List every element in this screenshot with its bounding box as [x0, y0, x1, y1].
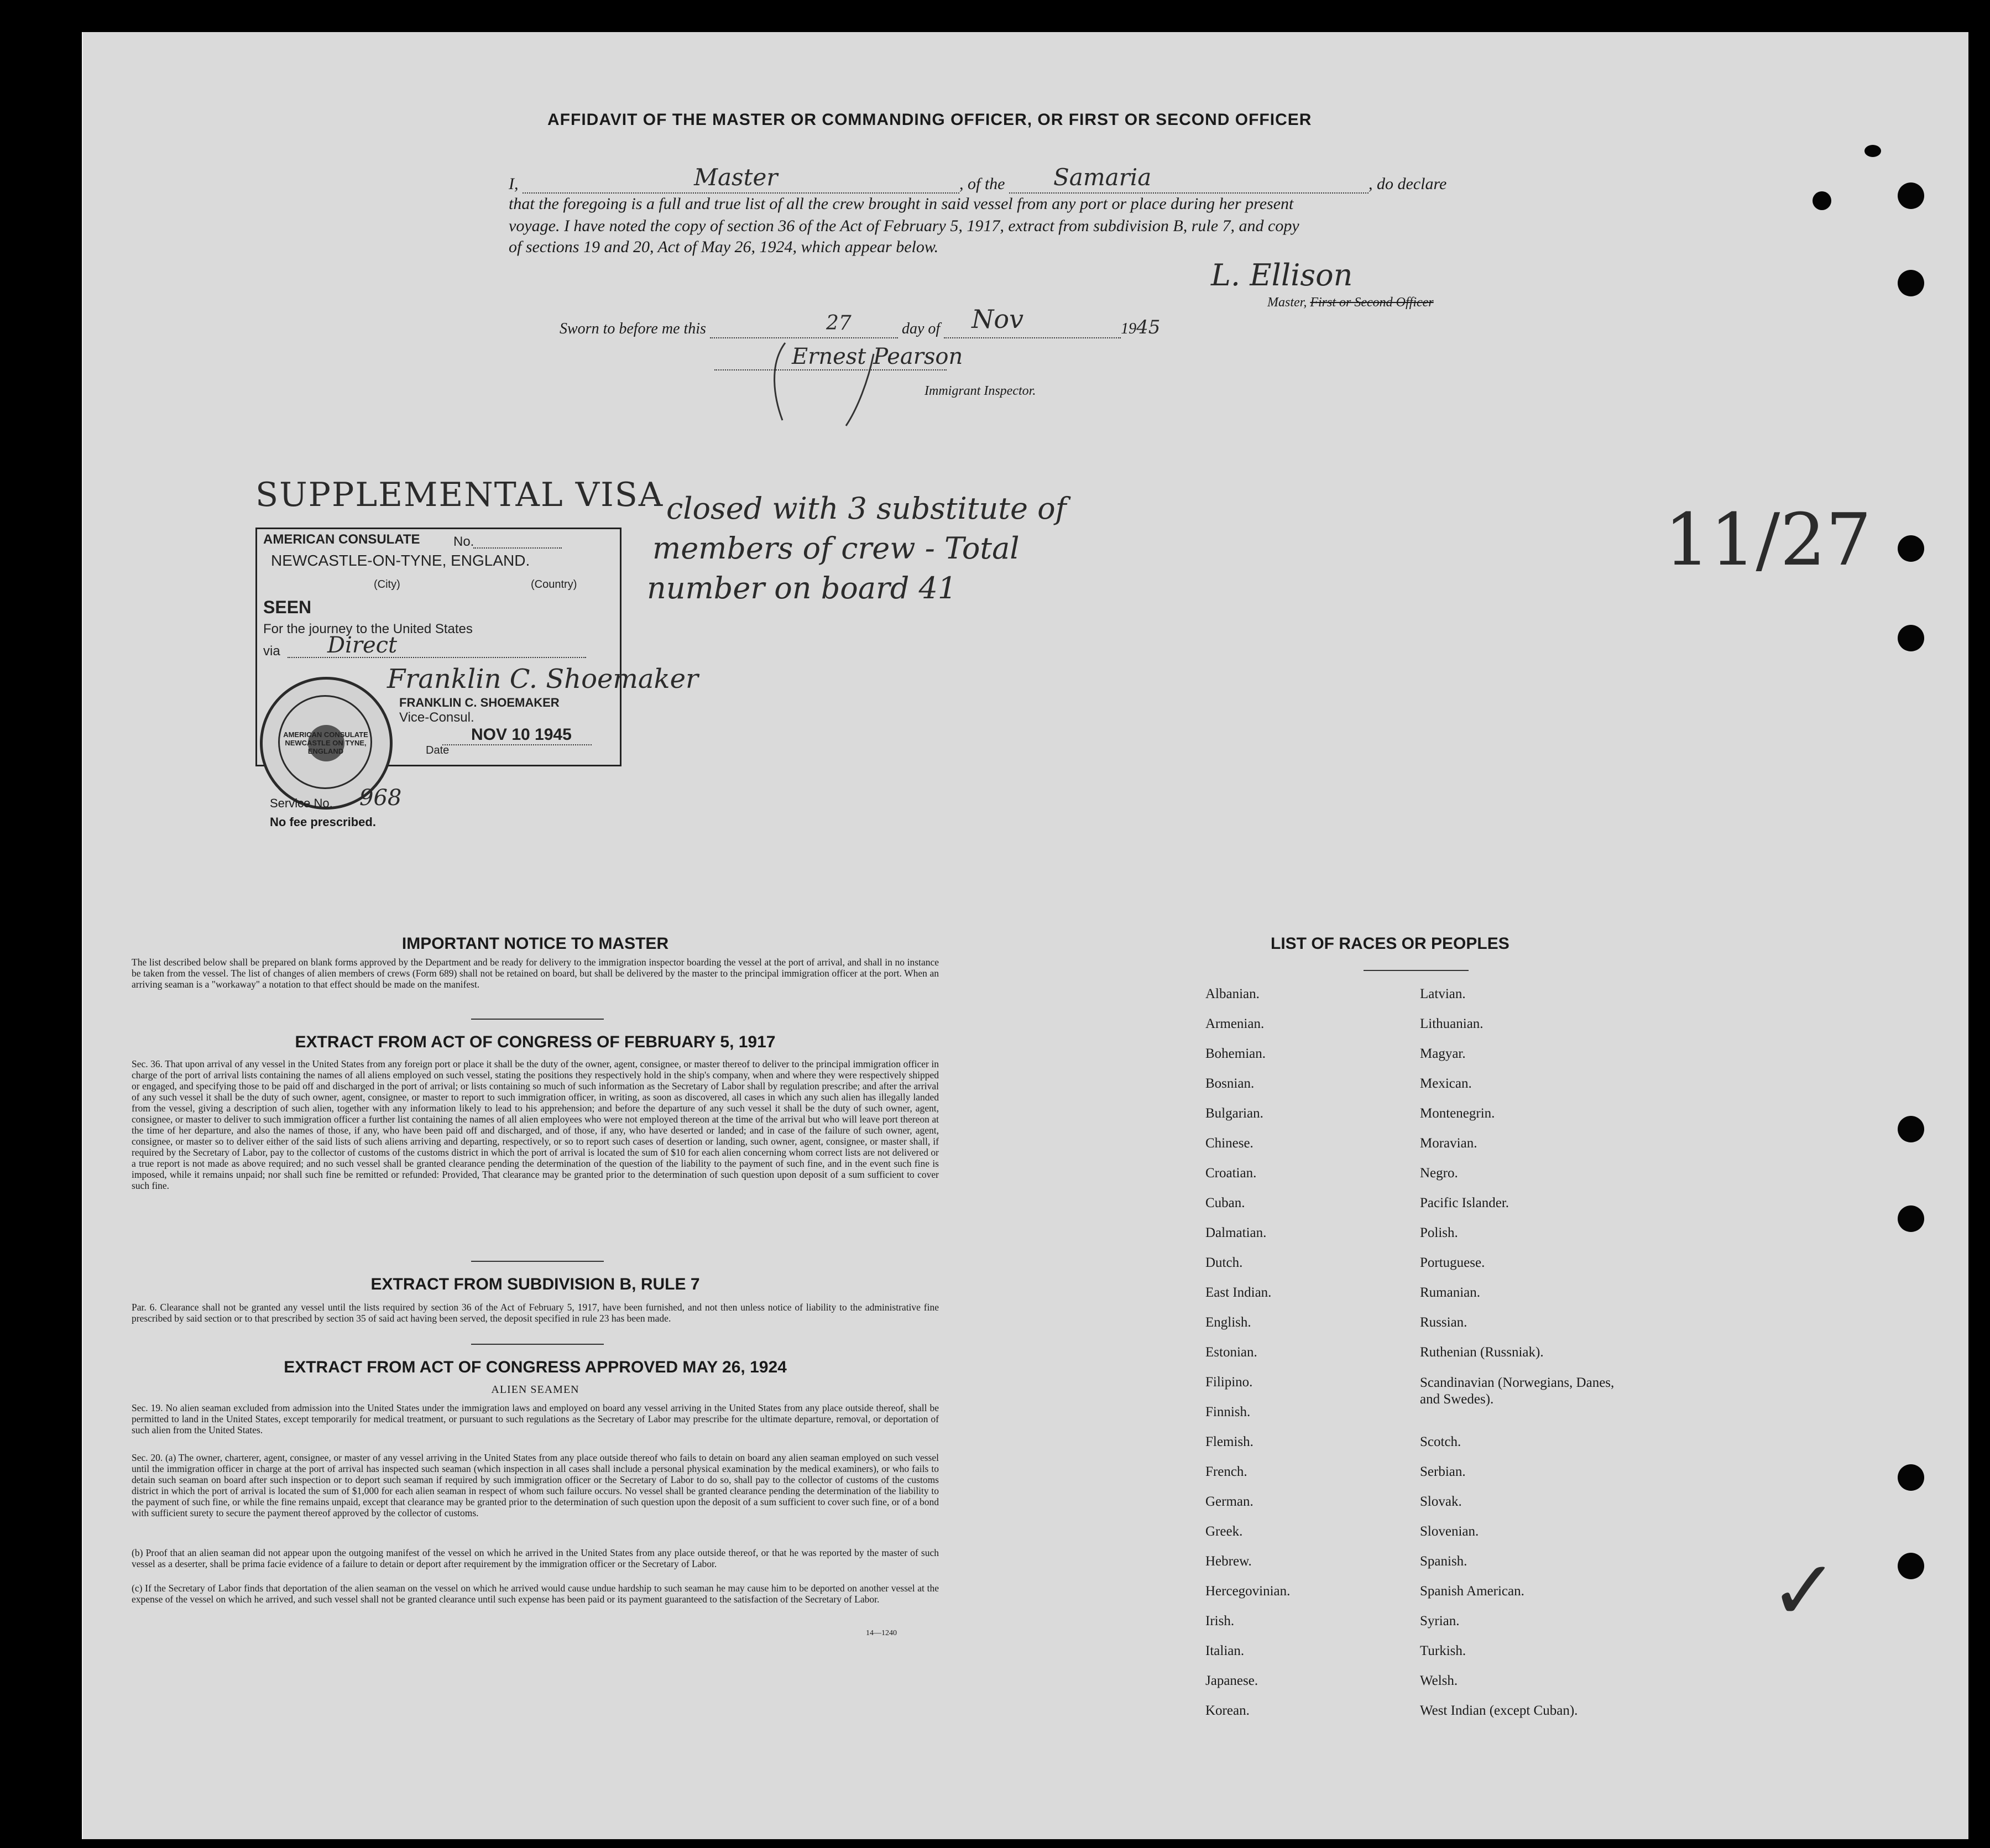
stamp-no-label: No. — [453, 534, 474, 549]
race-item: Slovenian. — [1420, 1524, 1479, 1539]
race-item: Dalmatian. — [1205, 1225, 1267, 1240]
notice-body: The list described below shall be prepared on blank forms approved by the Department and be ready for delivery to the immigration inspector boarding the vessel at the port of arrival, and shall in no instance be taken from the vessel. The list of changes of alien members of crews (Form 689) shall not be retained on board, but shall be delivered by the master to the principal immigration officer at the port. When an arriving seaman is a "workaway" a notation to that effect should be made on the manifest. — [132, 957, 939, 990]
seal-text: AMERICAN CONSULATE NEWCASTLE ON TYNE, ENGLAND — [283, 730, 368, 755]
line1-suffix: , do declare — [1369, 175, 1447, 193]
line1-prefix: I, — [509, 175, 519, 193]
race-item: Pacific Islander. — [1420, 1196, 1510, 1210]
race-item: Scotch. — [1420, 1434, 1461, 1449]
extract3-subtitle: ALIEN SEAMEN — [491, 1384, 579, 1396]
race-item: Croatian. — [1205, 1166, 1257, 1181]
race-item: English. — [1205, 1315, 1251, 1330]
race-item: Latvian. — [1420, 986, 1466, 1001]
divider — [471, 1261, 604, 1262]
race-item: Moravian. — [1420, 1136, 1477, 1151]
fee-text: No fee prescribed. — [270, 815, 376, 829]
race-item: Serbian. — [1420, 1464, 1466, 1479]
race-item: Dutch. — [1205, 1255, 1243, 1270]
stamp-journey: For the journey to the United States — [263, 622, 473, 636]
master-label: Master, — [1267, 295, 1307, 310]
master-signature: L. Ellison — [1211, 258, 1353, 293]
stamp-via-label: via — [263, 644, 280, 659]
extract3-body-1: Sec. 19. No alien seaman excluded from admission into the United States under the immigration laws and employed on board any vessel arriving in the United States from any place outside thereof, shall be permitted to land in the United States, except temporarily for medical treatment, or pursuant to such regulations as the Secretary of Labor may prescribe for the ultimate departure, removal, or deportation of such alien from the United States. — [132, 1402, 939, 1435]
stamp-no-line — [473, 547, 562, 549]
punch-hole — [1898, 270, 1924, 296]
race-item: Scandinavian (Norwegians, Danes, and Swedes). — [1420, 1375, 1615, 1407]
check-mark-handwriting: ✓ — [1769, 1543, 1839, 1639]
race-item: Spanish American. — [1420, 1584, 1524, 1599]
notice-title: IMPORTANT NOTICE TO MASTER — [401, 935, 669, 953]
stamp-date-value: NOV 10 1945 — [471, 725, 572, 744]
stamp-country-label: (Country) — [531, 578, 577, 591]
extract2-body: Par. 6. Clearance shall not be granted any vessel until the lists required by section 36 of the Act of February 5, 1917, have been furnished, and not then unless notice of liability to the administrative fine prescribed by said section or to that prescribed by section 35 of said act having been served, the deposit specified in rule 23 has been made. — [132, 1302, 939, 1324]
sworn-month-blank — [944, 304, 1121, 338]
extract1-title: EXTRACT FROM ACT OF CONGRESS OF FEBRUARY 5, 1917 — [295, 1033, 776, 1051]
punch-hole — [1898, 625, 1924, 651]
race-item: Greek. — [1205, 1524, 1243, 1539]
race-item: Cuban. — [1205, 1196, 1245, 1210]
race-item: Mexican. — [1420, 1076, 1472, 1091]
race-item: Russian. — [1420, 1315, 1467, 1330]
punch-hole — [1898, 182, 1924, 209]
affidavit-title: AFFIDAVIT OF THE MASTER OR COMMANDING OFFICER, OR FIRST OR SECOND OFFICER — [547, 111, 1312, 129]
race-item: Bohemian. — [1205, 1046, 1266, 1061]
race-item: Korean. — [1205, 1703, 1250, 1718]
consul-signature: Franklin C. Shoemaker — [387, 664, 698, 695]
service-label: Service No. — [270, 796, 333, 810]
race-item: Magyar. — [1420, 1046, 1466, 1061]
race-item: Polish. — [1420, 1225, 1458, 1240]
stamp-city: NEWCASTLE-ON-TYNE, ENGLAND. — [271, 552, 530, 569]
race-item: Filipino. — [1205, 1375, 1253, 1390]
vessel-name-blank — [1009, 164, 1369, 194]
race-item: Ruthenian (Russniak). — [1420, 1345, 1544, 1360]
races-left-column — [1205, 986, 1404, 1733]
closed-note-line-3: number on board 41 — [647, 571, 957, 605]
race-item: Japanese. — [1205, 1673, 1258, 1688]
race-item: Bosnian. — [1205, 1076, 1255, 1091]
extract1-body: Sec. 36. That upon arrival of any vessel in the United States from any foreign port or place it shall be the duty of the owner, agent, consignee, or master thereof to deliver to the principal immigration officer in charge of the port of arrival lists containing the names of all aliens employed on such vessel, stating the positions they respectively hold in the ship's company, when and where they were respectively shipped or engaged, and specifying those to be paid off and discharged in the port of arrival; or lists containing so much of such information as the Secretary of Labor shall by regulation prescribe; and after the arrival of any such vessel it shall be the duty of such owner, agent, consignee, or master to report to such immigration officer, in writing, as soon as discovered, all cases in which any such alien has illegally landed from the vessel, giving a description of such alien, together with any information likely to lead to his apprehension; and before the departure of any such vessel it shall be the duty of such owner, agent, consignee, or master to deliver to such immigration officer a further list containing the names of all alien employees who were not employed thereon at the time of the arrival but who will leave port thereon at the time of her departure, and also the names of those, if any, who have been paid off and discharged, and of those, if any, who have deserted or landed; and in case of the failure of such owner, agent, consignee, or master so to deliver either of the said lists of such aliens arriving and departing, respectively, or so to report such cases of desertion or landing, such owner, agent, consignee, or master shall, if required by the Secretary of Labor, pay to the collector of customs of the customs district in which the port of arrival is located the sum of $10 for each alien concerning whom correct lists are not delivered or a true report is not made as above required; and no such vessel shall be granted clearance pending the determination of the question of the liability to the payment of such fine, and in the event such fine is imposed, while it remains unpaid; nor shall such fine be remitted or refunded: Provided, That clearance may be granted prior to the determination of such question upon deposit of a sum sufficient to cover such fine. — [132, 1058, 939, 1191]
extract3-title: EXTRACT FROM ACT OF CONGRESS APPROVED MAY 26, 1924 — [284, 1358, 787, 1376]
race-item: West Indian (except Cuban). — [1420, 1703, 1578, 1718]
supplemental-visa-handwriting: SUPPLEMENTAL VISA — [255, 476, 664, 514]
sworn-prefix: Sworn to before me this — [560, 320, 706, 337]
race-item: Spanish. — [1420, 1554, 1467, 1569]
day-of-label: day of — [901, 320, 941, 337]
stamp-consul-name: FRANKLIN C. SHOEMAKER — [399, 696, 560, 709]
stamp-consulate: AMERICAN CONSULATE — [263, 532, 420, 547]
race-item: Rumanian. — [1420, 1285, 1481, 1300]
race-item: Armenian. — [1205, 1016, 1265, 1031]
stamp-city-label: (City) — [374, 578, 400, 591]
race-item: Irish. — [1205, 1614, 1235, 1628]
affidavit-line-2: that the foregoing is a full and true list of all the crew brought in said vessel from any port or place during her present — [509, 195, 1294, 213]
extract3-body-3: (b) Proof that an alien seaman did not appear upon the outgoing manifest of the vessel on which he arrived in the United States from any place outside thereof, or that he was reported by the master of such vessel as a deserter, shall be prima facie evidence of a failure to detain or deport after requirement by the immigration officer or the Secretary of Labor. — [132, 1547, 939, 1569]
race-item: Hebrew. — [1205, 1554, 1252, 1569]
extract3-body-4: (c) If the Secretary of Labor finds that deportation of the alien seaman on the vessel on which he arrived would cause undue hardship to such seaman he may cause him to be deported on another vessel at the expense of the vessel on which he arrived, and such vessel shall not be granted clearance until such expense has been paid or its payment guaranteed to the satisfaction of the Secretary of Labor. — [132, 1583, 939, 1605]
divider — [471, 1019, 604, 1020]
punch-hole — [1898, 1205, 1924, 1232]
race-item: Bulgarian. — [1205, 1106, 1263, 1121]
date-mark-handwriting: 11/27 — [1664, 498, 1872, 582]
race-item: Negro. — [1420, 1166, 1458, 1181]
divider — [1364, 970, 1469, 971]
race-item: Syrian. — [1420, 1614, 1460, 1628]
form-number: 14—1240 — [866, 1629, 897, 1637]
race-item: Slovak. — [1420, 1494, 1462, 1509]
stamp-via-handwriting: Direct — [327, 633, 398, 658]
affidavit-line-3: voyage. I have noted the copy of section 36 of the Act of February 5, 1917, extract from subdivision B, rule 7, and copy — [509, 217, 1299, 235]
race-item: Finnish. — [1205, 1405, 1251, 1419]
master-name-handwriting: Master — [694, 164, 778, 191]
closed-note-line-1: closed with 3 substitute of — [666, 491, 1067, 526]
race-item: Welsh. — [1420, 1673, 1458, 1688]
race-item: Chinese. — [1205, 1136, 1253, 1151]
race-item: Portuguese. — [1420, 1255, 1485, 1270]
extract3-body-2: Sec. 20. (a) The owner, charterer, agent, consignee, or master of any vessel arriving in the United States from any place outside thereof who fails to detain on board any alien seaman employed on such vessel until the immigration officer in charge at the port of arrival has inspected such seaman (which inspection in all cases shall include a personal physical examination by the medical examiners), or who fails to detain such seaman on board after such inspection or to deport such seaman if required by such immigration officer or the Secretary of Labor to do so, shall pay to the collector of customs of the customs district in which the port of arrival is located the sum of $1,000 for each alien seaman in respect of whom such failure occurs. No vessel shall be granted clearance pending the determination of the liability to the payment of such fine, or while the fine remains unpaid, except that clearance may be granted prior to the determination of such question upon the deposit of a sum sufficient to cover such fine, or of a bond with sufficient surety to secure the payment thereof approved by the collector of customs. — [132, 1452, 939, 1518]
master-name-blank — [523, 164, 959, 194]
race-item: Hercegovinian. — [1205, 1584, 1291, 1599]
race-item: East Indian. — [1205, 1285, 1272, 1300]
closed-note-line-2: members of crew - Total — [652, 531, 1020, 566]
punch-hole — [1898, 1553, 1924, 1579]
stamp-date-line — [442, 744, 592, 745]
ink-blot — [1813, 191, 1831, 210]
divider — [471, 1344, 604, 1345]
line1-mid: , of the — [959, 175, 1005, 193]
struck-officer-label: First or Second Officer — [1310, 295, 1434, 310]
sworn-day-handwriting: 27 — [826, 312, 852, 335]
race-item: German. — [1205, 1494, 1253, 1509]
inspector-signature: Ernest Pearson — [792, 344, 963, 369]
punch-hole — [1898, 1116, 1924, 1142]
inspector-label: Immigrant Inspector. — [925, 384, 1036, 398]
punch-hole — [1898, 535, 1924, 562]
punch-hole — [1898, 1464, 1924, 1491]
races-title: LIST OF RACES OR PEOPLES — [1271, 935, 1510, 953]
year-prefix: 19 — [1121, 320, 1137, 337]
race-item: Montenegrin. — [1420, 1106, 1495, 1121]
stamp-consul-title: Vice-Consul. — [399, 710, 474, 725]
signature-flourish — [763, 332, 907, 431]
service-number: 968 — [359, 785, 402, 811]
stamp-date-label: Date — [426, 744, 450, 756]
officer-label — [1267, 295, 1434, 310]
affidavit-line-1 — [509, 164, 1447, 194]
year-handwriting: 45 — [1136, 316, 1161, 338]
race-item: Albanian. — [1205, 986, 1260, 1001]
race-item: Italian. — [1205, 1643, 1245, 1658]
vessel-name-handwriting: Samaria — [1053, 164, 1152, 191]
sworn-month-handwriting: Nov — [972, 304, 1024, 334]
race-item: Flemish. — [1205, 1434, 1253, 1449]
race-item: Estonian. — [1205, 1345, 1257, 1360]
affidavit-line-4: of sections 19 and 20, Act of May 26, 1924, which appear below. — [509, 238, 939, 256]
stamp-seen: SEEN — [263, 597, 312, 617]
race-item: French. — [1205, 1464, 1247, 1479]
race-item: Turkish. — [1420, 1643, 1466, 1658]
extract2-title: EXTRACT FROM SUBDIVISION B, RULE 7 — [370, 1275, 700, 1293]
ink-blot — [1864, 145, 1881, 157]
race-item: Lithuanian. — [1420, 1016, 1484, 1031]
races-right-column — [1420, 986, 1630, 1733]
